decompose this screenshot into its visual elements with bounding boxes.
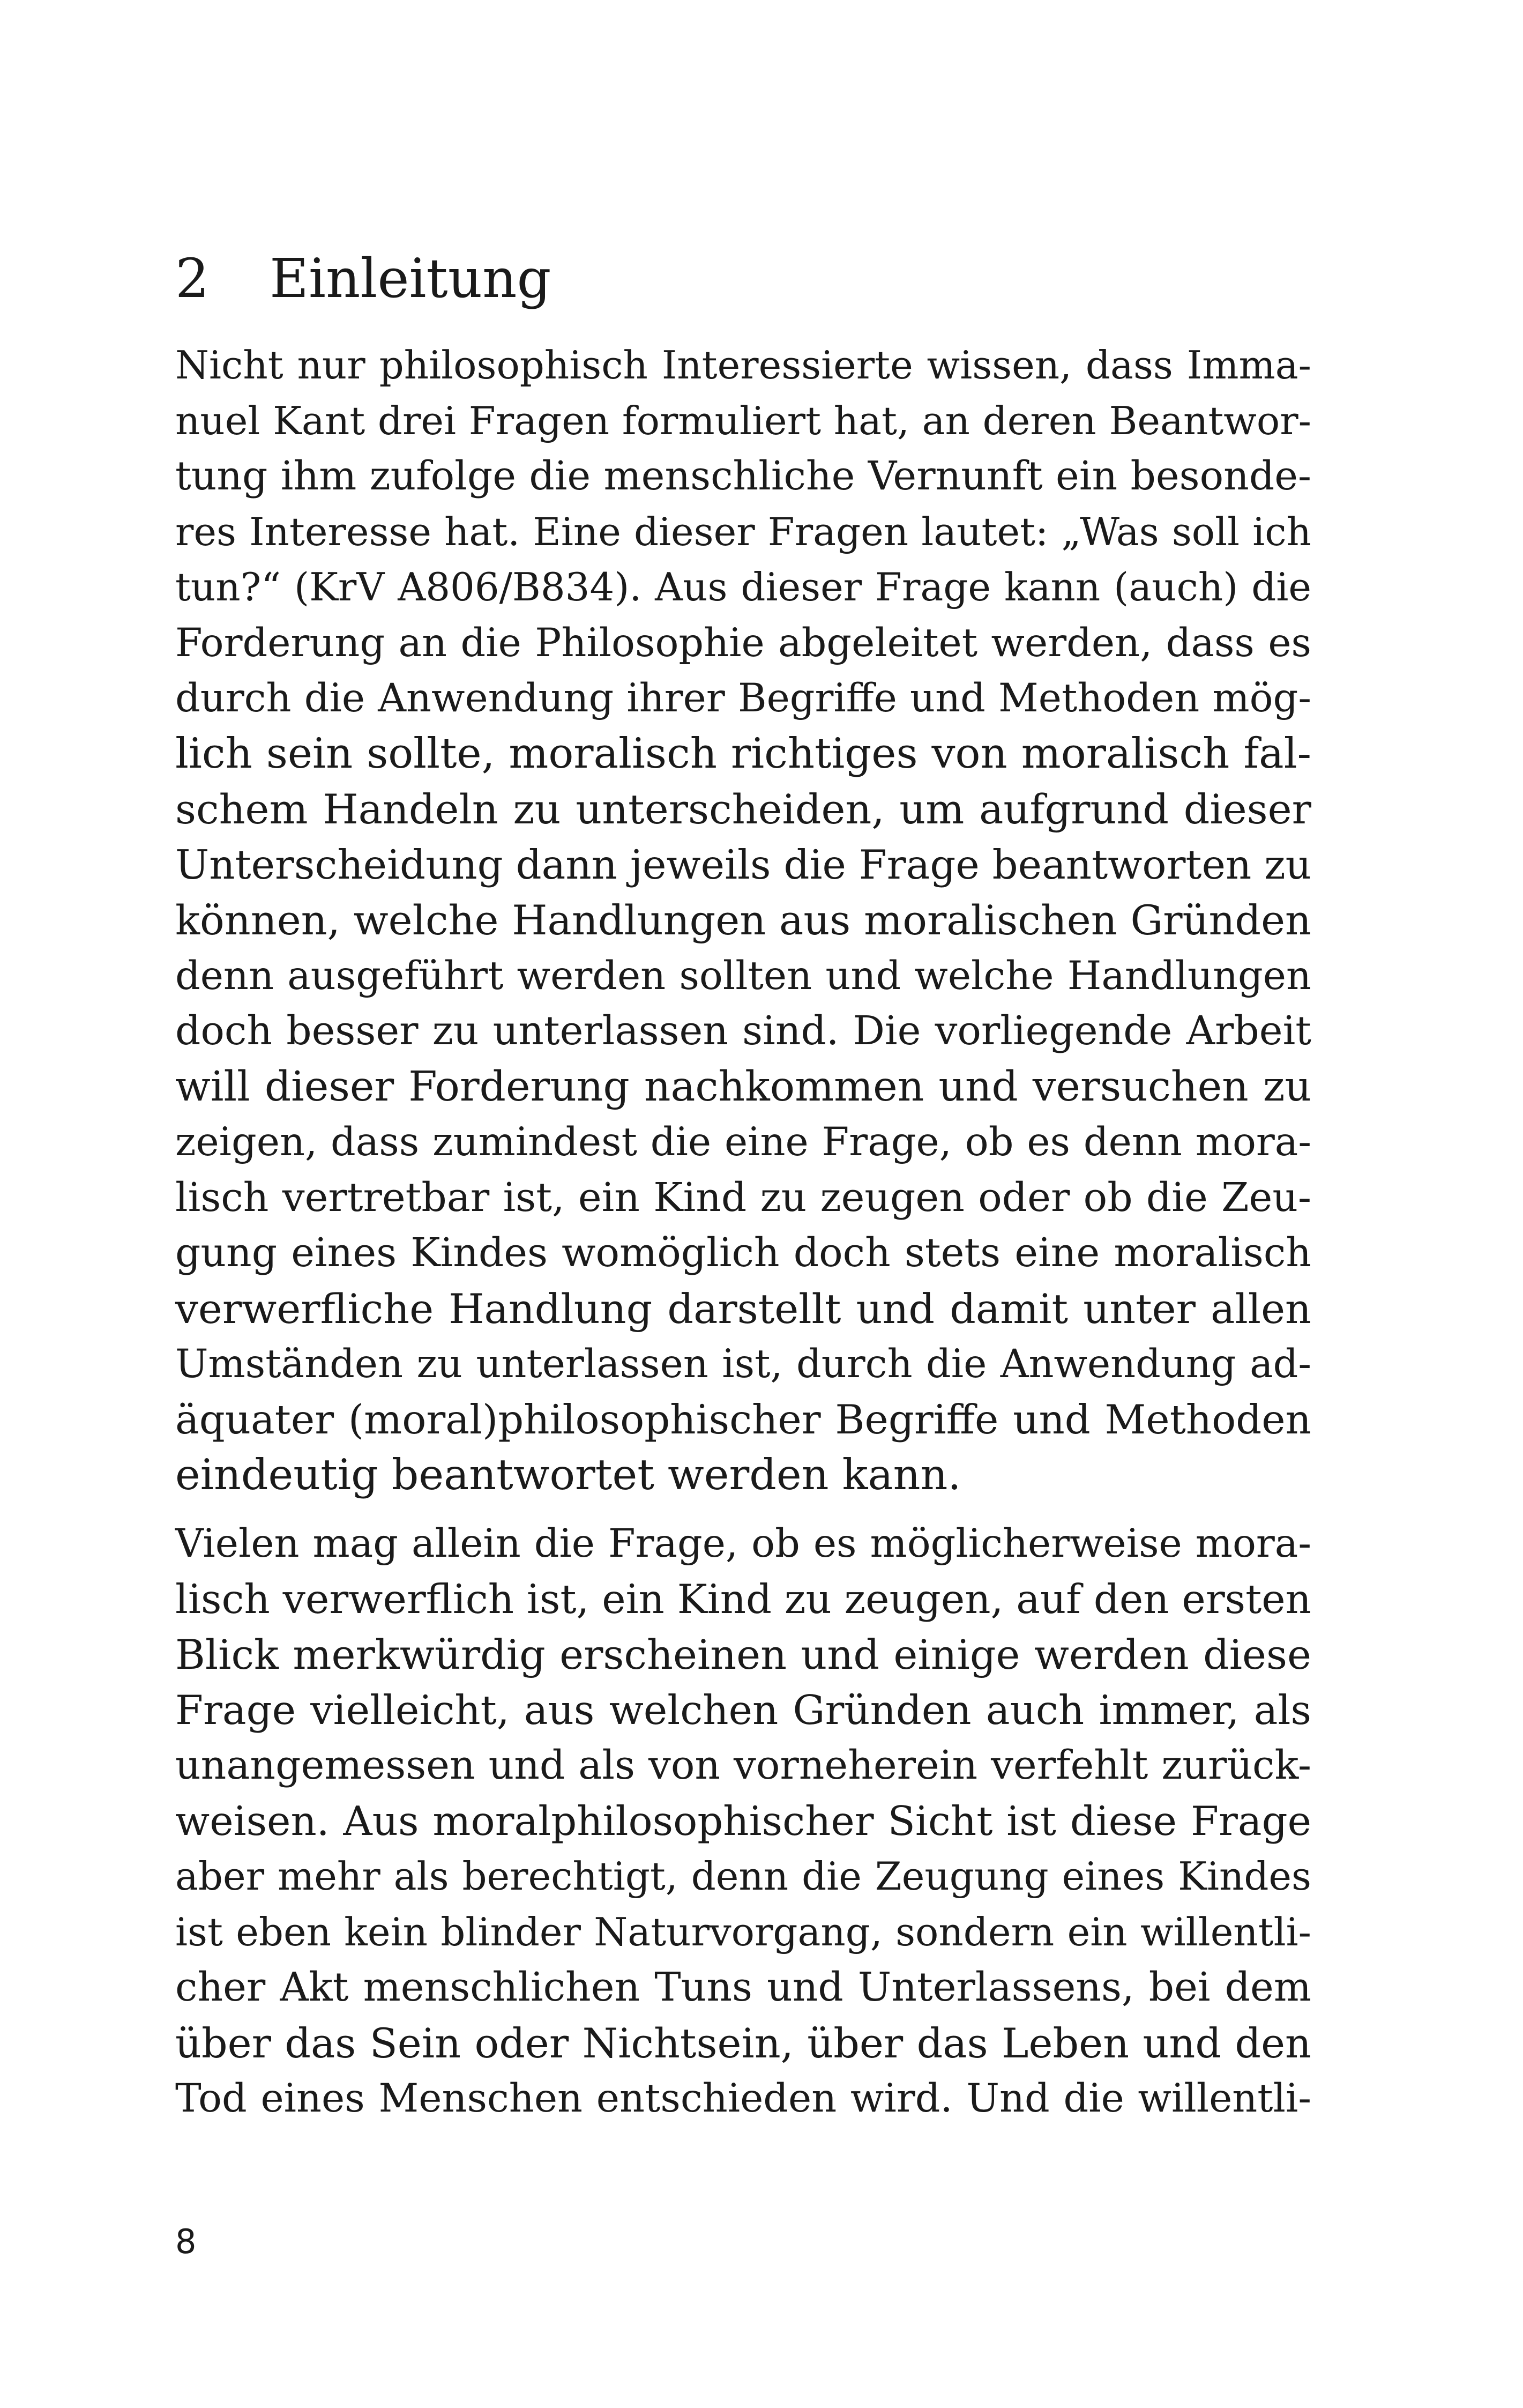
text-line: ist eben kein blinder Naturvorgang, sondern ein willentli-	[175, 1909, 1311, 1954]
text-line: über das Sein oder Nichtsein, über das Leben und den	[175, 2019, 1311, 2067]
text-line: Blick merkwürdig erscheinen und einige werden diese	[175, 1631, 1311, 1678]
text-line: Unterscheidung dann jeweils die Frage beantworten zu	[175, 841, 1311, 888]
text-line: zeigen, dass zumindest die eine Frage, ob es denn mora-	[175, 1119, 1311, 1165]
text-line: schem Handeln zu unterscheiden, um aufgrund dieser	[175, 785, 1311, 833]
text-line: tun?“ (KrV A806/B834). Aus dieser Frage kann (auch) die	[175, 564, 1311, 610]
text-line: durch die Anwendung ihrer Begriffe und Methoden mög-	[175, 675, 1311, 721]
text-line: Nicht nur philosophisch Interessierte wissen, dass Imma-	[175, 343, 1311, 388]
paragraph-1	[175, 338, 1311, 1503]
text-line: Umständen zu unterlassen ist, durch die Anwendung ad-	[175, 1341, 1311, 1387]
text-line: äquater (moral)philosophischer Begriffe und Methoden	[175, 1395, 1311, 1443]
text-line: lich sein sollte, moralisch richtiges von moralisch fal-	[175, 729, 1311, 778]
text-line: res Interesse hat. Eine dieser Fragen lautet: „Was soll ich	[175, 509, 1311, 554]
chapter-number: 2	[175, 247, 210, 310]
paragraph-2	[175, 1516, 1311, 2127]
text-line: will dieser Forderung nachkommen und versuchen zu	[175, 1062, 1311, 1111]
text-line: verwerfliche Handlung darstellt und damit unter allen	[175, 1284, 1311, 1333]
text-line: eindeutig beantwortet werden kann.	[175, 1450, 961, 1499]
text-line: nuel Kant drei Fragen formuliert hat, an deren Beantwor-	[175, 398, 1311, 443]
text-line: Frage vielleicht, aus welchen Gründen auch immer, als	[175, 1686, 1311, 1734]
text-line: tung ihm zufolge die menschliche Vernunft ein besonde-	[175, 453, 1311, 499]
text-line: doch besser zu unterlassen sind. Die vorliegende Arbeit	[175, 1008, 1311, 1054]
text-line: lisch vertretbar ist, ein Kind zu zeugen oder ob die Zeu-	[175, 1174, 1311, 1221]
page-number: 8	[175, 2222, 197, 2261]
text-line: unangemessen und als von vorneherein verfehlt zurück-	[175, 1742, 1311, 1788]
chapter-heading	[175, 244, 551, 314]
text-line: Tod eines Menschen entschieden wird. Und die willentli-	[175, 2076, 1311, 2121]
text-line: lisch verwerflich ist, ein Kind zu zeugen, auf den ersten	[175, 1575, 1311, 1623]
text-line: denn ausgeführt werden sollten und welche Handlungen	[175, 953, 1311, 999]
text-line: aber mehr als berechtigt, denn die Zeugung eines Kindes	[175, 1854, 1311, 1899]
text-line: Vielen mag allein die Frage, ob es möglicherweise mora-	[175, 1521, 1311, 1566]
text-line: können, welche Handlungen aus moralischen Gründen	[175, 896, 1311, 944]
chapter-title: Einleitung	[270, 247, 551, 310]
text-line: gung eines Kindes womöglich doch stets eine moralisch	[175, 1230, 1311, 1276]
text-line: weisen. Aus moralphilosophischer Sicht ist diese Frage	[175, 1797, 1311, 1845]
text-line: cher Akt menschlichen Tuns und Unterlassens, bei dem	[175, 1964, 1311, 2010]
text-line: Forderung an die Philosophie abgeleitet werden, dass es	[175, 620, 1311, 666]
